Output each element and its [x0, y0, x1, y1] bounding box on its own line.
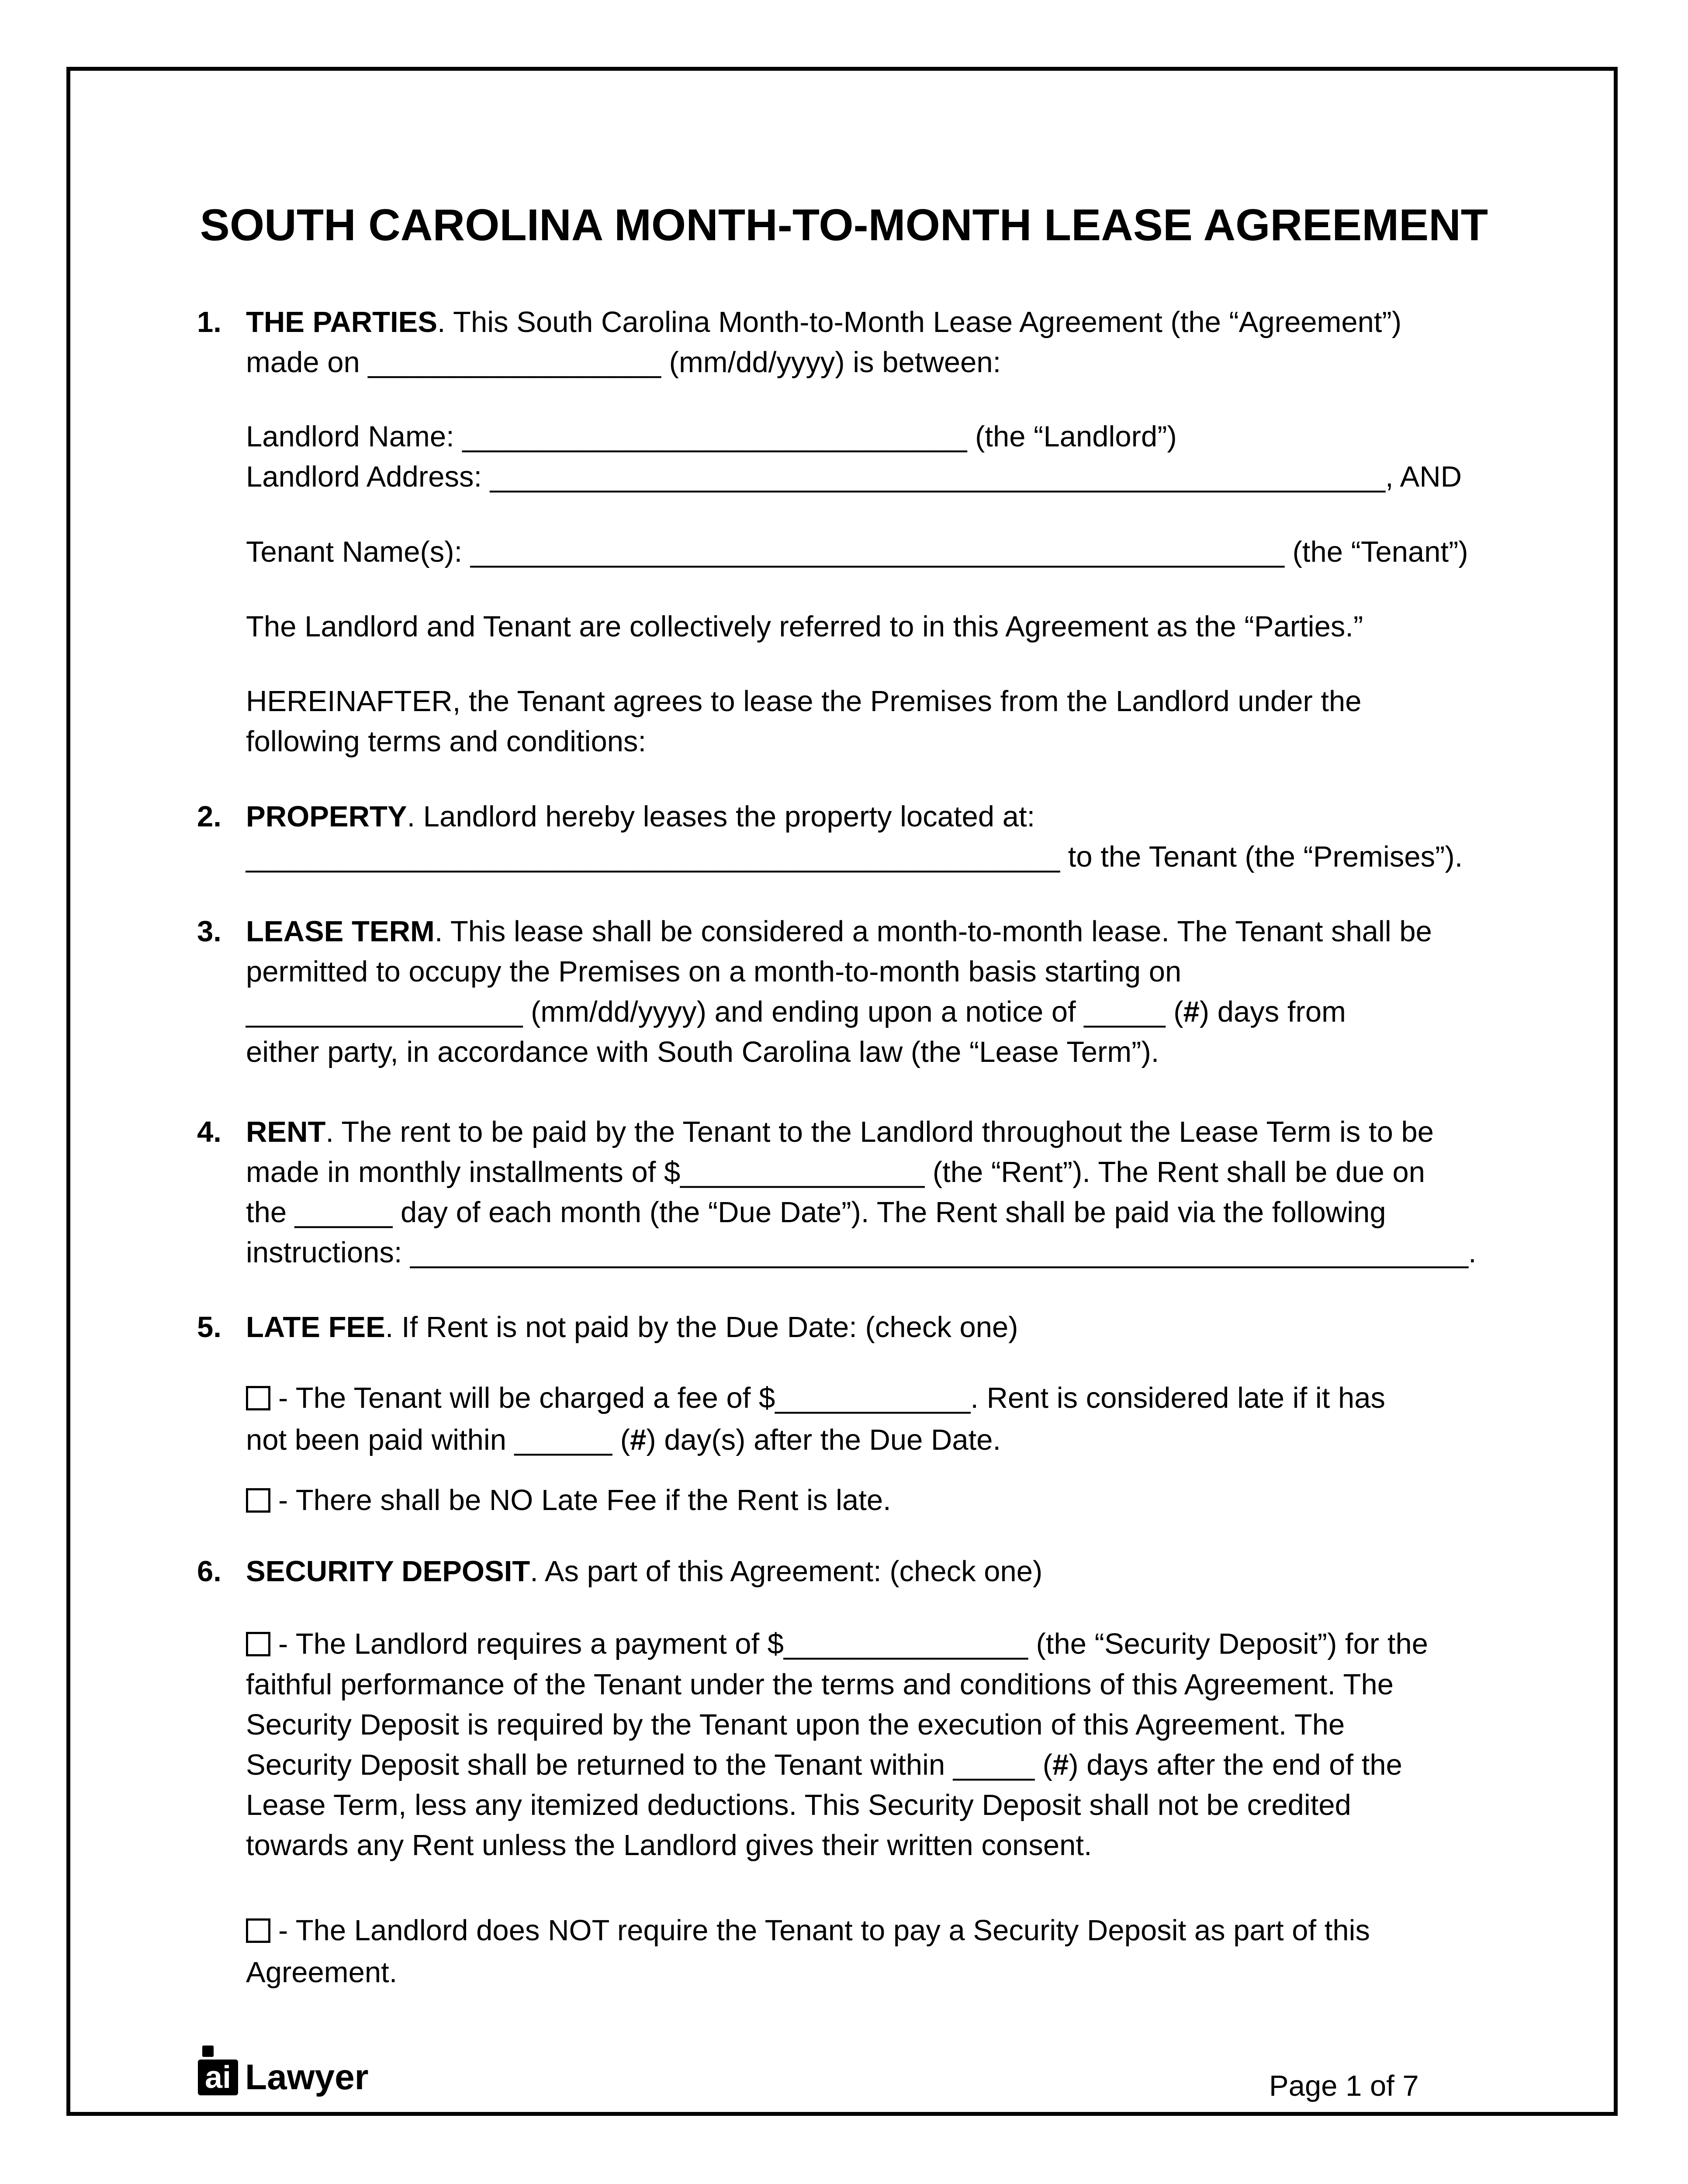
section-heading: LATE FEE: [246, 1311, 385, 1344]
option-text: - The Landlord requires a payment of $_______________ (the “Security Deposit”) for the: [278, 1628, 1428, 1660]
hereinafter-line-2: following terms and conditions:: [246, 725, 647, 758]
section-5-line-1: [246, 1310, 1018, 1345]
section-text: _________________ (mm/dd/yyyy) and ending upon a notice of _____ (: [246, 995, 1183, 1028]
option-text: Security Deposit shall be returned to the Tenant within _____ (: [246, 1749, 1053, 1781]
security-deposit-line-2: faithful performance of the Tenant under the terms and conditions of this Agreement. The: [246, 1668, 1394, 1701]
section-heading: LEASE TERM: [246, 915, 435, 948]
section-number: 1.: [197, 306, 221, 339]
security-deposit-option-2-line-2: Agreement.: [246, 1956, 398, 1989]
section-6-line-1: [246, 1554, 1042, 1589]
section-heading: SECURITY DEPOSIT: [246, 1555, 530, 1588]
hereinafter-line-1: HEREINAFTER, the Tenant agrees to lease the Premises from the Landlord under the: [246, 685, 1362, 718]
no-late-fee-checkbox[interactable]: [246, 1488, 270, 1513]
option-text: - The Tenant will be charged a fee of $____________. Rent is considered late if it has: [278, 1382, 1386, 1414]
option-text: ) day(s) after the Due Date.: [646, 1424, 1001, 1456]
section-3-line-4: either party, in accordance with South Carolina law (the “Lease Term”).: [246, 1036, 1159, 1068]
section-3-line-3: [246, 995, 1346, 1030]
option-text: - The Landlord does NOT require the Tenant to pay a Security Deposit as part of this: [278, 1914, 1370, 1947]
late-fee-option-1: [246, 1381, 1385, 1416]
page-number: Page 1 of 7: [1269, 2070, 1419, 2102]
security-deposit-line-5: Lease Term, less any itemized deductions. This Security Deposit shall not be credited: [246, 1789, 1351, 1821]
section-heading: THE PARTIES: [246, 306, 438, 339]
option-text: not been paid within ______ (: [246, 1424, 630, 1456]
premises-field: __________________________________________________ to the Tenant (the “Premises”).: [246, 840, 1463, 873]
section-number: 5.: [197, 1311, 221, 1344]
section-text: . This South Carolina Month-to-Month Lease Agreement (the “Agreement”): [437, 306, 1402, 339]
section-1-line-2: made on __________________ (mm/dd/yyyy) is between:: [246, 346, 1001, 379]
section-text: . This lease shall be considered a month-to-month lease. The Tenant shall be: [434, 915, 1432, 948]
hash-symbol: #: [630, 1424, 647, 1456]
late-fee-charge-checkbox[interactable]: [246, 1386, 270, 1410]
late-fee-option-2: [246, 1483, 891, 1518]
security-deposit-line-6: towards any Rent unless the Landlord gives their written consent.: [246, 1829, 1092, 1862]
option-text: ) days after the end of the: [1069, 1749, 1402, 1781]
section-text: . Landlord hereby leases the property located at:: [407, 800, 1035, 833]
security-deposit-line-4: [246, 1748, 1402, 1783]
late-fee-option-1-line-2: [246, 1423, 1001, 1458]
section-4-line-4: instructions: _________________________________________________________________.: [246, 1236, 1477, 1269]
landlord-address-field: Landlord Address: _______________________________________________________, AND: [246, 460, 1462, 493]
security-deposit-required-checkbox[interactable]: [246, 1632, 270, 1656]
logo-mark-icon: ai: [198, 2060, 238, 2095]
section-4-line-1: [246, 1115, 1434, 1150]
section-3-line-1: [246, 914, 1432, 949]
section-3-line-2: permitted to occupy the Premises on a month-to-month basis starting on: [246, 955, 1182, 988]
logo-text: Lawyer: [245, 2057, 369, 2097]
section-text: ) days from: [1199, 995, 1346, 1028]
section-text: . The rent to be paid by the Tenant to the Landlord throughout the Lease Term is to be: [325, 1116, 1434, 1148]
section-number: 4.: [197, 1116, 221, 1148]
tenant-names-field: Tenant Name(s): __________________________________________________ (the “Tenant”): [246, 536, 1468, 568]
section-number: 6.: [197, 1555, 221, 1588]
section-1-line-1: [246, 305, 1401, 340]
section-heading: RENT: [246, 1116, 326, 1148]
hash-symbol: #: [1183, 995, 1200, 1028]
section-2-line-1: [246, 799, 1035, 834]
section-4-line-2: made in monthly installments of $_______________ (the “Rent”). The Rent shall be due on: [246, 1156, 1425, 1189]
section-number: 2.: [197, 800, 221, 833]
section-heading: PROPERTY: [246, 800, 407, 833]
no-security-deposit-checkbox[interactable]: [246, 1918, 270, 1943]
section-text: . If Rent is not paid by the Due Date: (check one): [385, 1311, 1018, 1344]
section-text: . As part of this Agreement: (check one): [530, 1555, 1043, 1588]
security-deposit-option-2: [246, 1913, 1370, 1948]
parties-definition: The Landlord and Tenant are collectively referred to in this Agreement as the “Parties.”: [246, 610, 1363, 643]
section-4-line-3: the ______ day of each month (the “Due Date”). The Rent shall be paid via the following: [246, 1196, 1386, 1229]
option-text: - There shall be NO Late Fee if the Rent is late.: [278, 1484, 891, 1517]
section-number: 3.: [197, 915, 221, 948]
security-deposit-line-3: Security Deposit is required by the Tenant upon the execution of this Agreement. The: [246, 1708, 1345, 1741]
hash-symbol: #: [1052, 1749, 1069, 1781]
document-title: SOUTH CAROLINA MONTH-TO-MONTH LEASE AGREEMENT: [200, 200, 1488, 250]
security-deposit-option-1: [246, 1627, 1428, 1662]
landlord-name-field: Landlord Name: _______________________________ (the “Landlord”): [246, 420, 1177, 453]
